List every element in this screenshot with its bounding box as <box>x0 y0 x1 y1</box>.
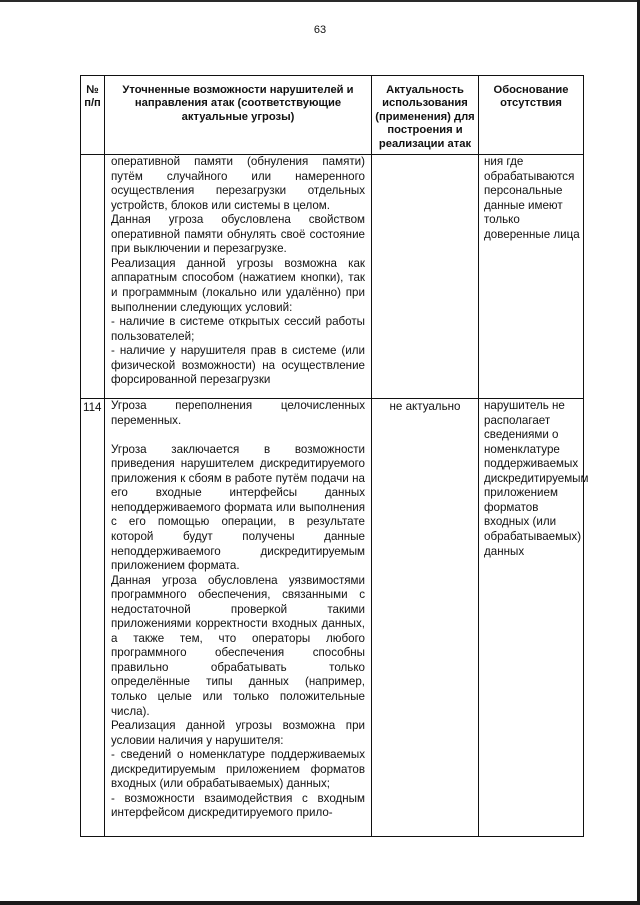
table-row <box>81 155 584 399</box>
header-actuality <box>372 76 479 155</box>
scan-edge-bottom <box>0 901 640 905</box>
cell-num <box>81 155 105 399</box>
description-text: Угроза переполнения целочисленных переменных. Угроза заключается в возможности приведения нарушителем дискредитируемого приложения к сбоям в работе путём подачи на его входные интерфейсы данных неподдерживаемого формата или выполнения с его помощью операции, в результате которой будут получены данные неподдерживаемого дискредитируемым приложением формата. Данная угроза обусловлена уязвимостями программного обеспечения, связанными с недостаточной проверкой такими приложениями корректности входных данных, а также тем, что операторы любого программного обеспечения способны правильно обрабатывать только определённые типы данных (например, только целые или только положительные числа). Реализация данной угрозы возможна при условии наличия у нарушителя: - сведений о номенклатуре поддерживаемых дискредитируемым приложением форматов входных (или обрабатываемых) данных; - возможности взаимодействия с входным интерфейсом дискредитируемого прило- <box>111 399 365 820</box>
header-num <box>81 76 105 155</box>
actuality-text <box>372 155 478 156</box>
header-justification-label: Обоснование отсутствия <box>493 84 569 110</box>
scan-edge-top <box>0 0 640 2</box>
header-description <box>105 76 372 155</box>
justification-text: нарушитель не располагает сведениями о номенклатуре поддерживаемых дискредитируемым приложением форматов входных (или обрабатываемых) данных <box>484 399 589 558</box>
actuality-text: не актуально <box>389 400 461 414</box>
header-justification <box>479 76 584 155</box>
cell-actuality <box>372 399 479 837</box>
table-row <box>81 399 584 837</box>
header-num-label: № п/п <box>84 84 101 110</box>
cell-description <box>105 399 372 837</box>
cell-justification <box>479 155 584 399</box>
cell-justification <box>479 399 589 837</box>
cell-description <box>105 155 372 399</box>
description-text: оперативной памяти (обнуления памяти) путём случайного или намеренного осуществления перезагрузки отдельных устройств, блоков или системы в целом. Данная угроза обусловлена свойством оперативной памяти обнулять своё состояние при выключении и перезагрузке. Реализация данной угрозы возможна как аппаратным способом (нажатием кнопки), так и программным (локально или удалённо) при выполнении следующих условий: - наличие в системе открытых сессий работы пользователей; - наличие у нарушителя прав в системе (или физической возможности) на осуществление форсированной перезагрузки <box>111 155 365 387</box>
justification-text: ния где обрабатываются персональные данные имеют только доверенные лица <box>484 155 580 241</box>
cell-actuality <box>372 155 479 399</box>
page-number: 63 <box>313 24 327 36</box>
threat-table <box>80 75 589 837</box>
header-actuality-label: Актуальность использования (применения) для построения и реализации атак <box>375 84 475 150</box>
table-header-row <box>81 76 584 155</box>
cell-num: 114 <box>81 399 105 837</box>
header-description-label: Уточненные возможности нарушителей и направления атак (соответствующие актуальные угрозы) <box>122 84 354 123</box>
